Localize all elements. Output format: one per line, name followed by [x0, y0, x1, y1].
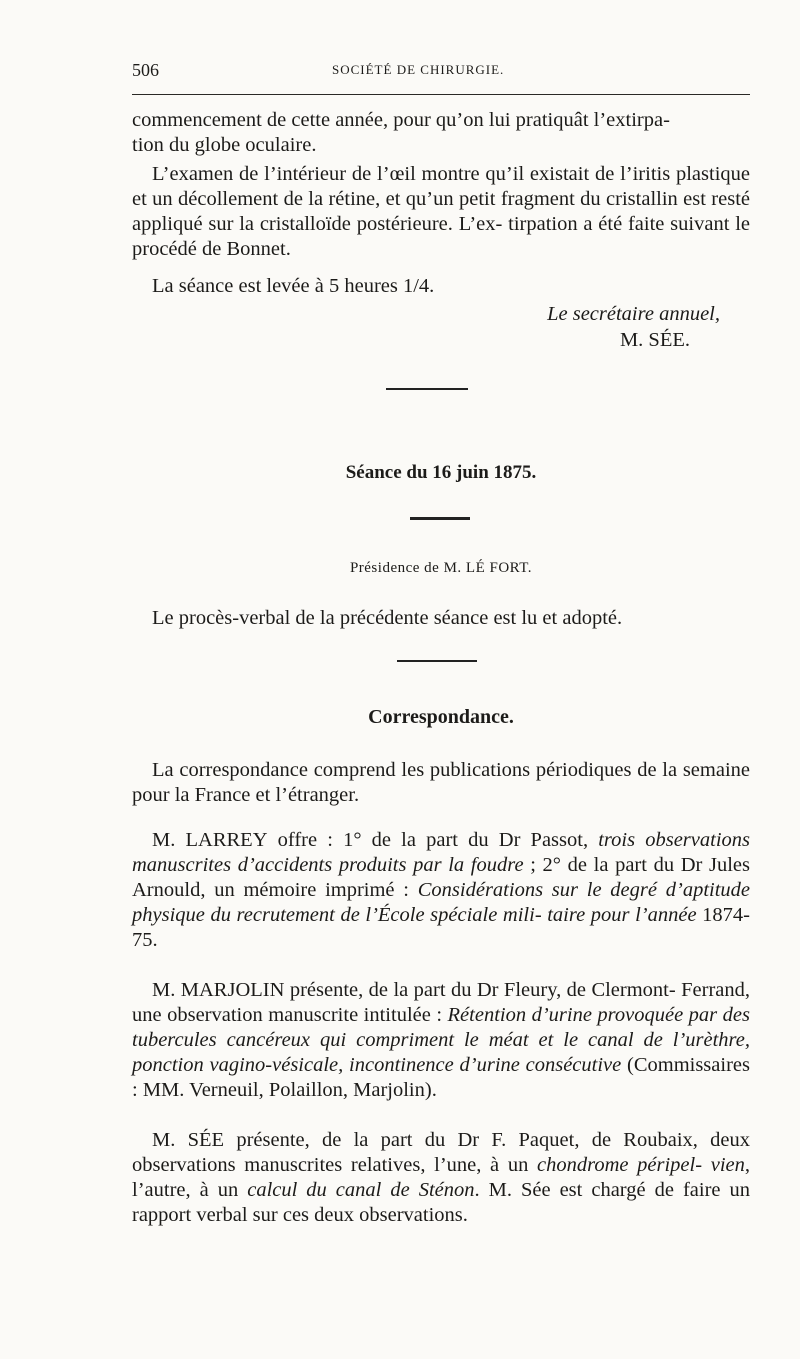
- continued-line-1: commencement de cette année, pour qu’on lui pratiquât l’extirpa-: [132, 109, 670, 131]
- marjolin-italic-1: Rétention d’urine provoquée par des tubercules cancéreux qui compriment le méat et le canal de l’urèthre, ponction vagino-vésicale, incontinence d’urine consécutive: [132, 1004, 750, 1076]
- eye-exam-paragraph: L’examen de l’intérieur de l’œil montre qu’il existait de l’iritis plastique et un décollement de la rétine, et qu’un petit fragment du cristallin est resté appliqué sur la cristalloïde postérieure. L’ex- tirpation a été faite suivant le procédé de Bonnet.: [132, 163, 750, 260]
- presidence-prefix: Présidence de M.: [349, 560, 462, 576]
- larrey-paragraph: [132, 828, 750, 953]
- see-text-3: . M. Sée est chargé de faire un rapport verbal sur ces deux observations.: [132, 1179, 750, 1226]
- session-title: Séance du 16 juin 1875.: [345, 462, 537, 483]
- section-divider-1: [386, 388, 468, 390]
- secretary-name: M. SÉE.: [619, 329, 690, 351]
- correspondance-title: Correspondance.: [368, 706, 514, 728]
- header-rule: [132, 94, 750, 95]
- continued-paragraph: [132, 108, 750, 158]
- page-header: [132, 60, 750, 86]
- see-name: M. SÉE: [152, 1129, 225, 1151]
- continued-line-2: tion du globe oculaire.: [132, 134, 317, 156]
- running-title: SOCIÉTÉ DE CHIRURGIE.: [332, 62, 505, 77]
- larrey-text-2: ; 2° de la part du Dr Jules Arnould, un mémoire imprimé :: [132, 854, 750, 901]
- page-number: 506: [132, 60, 159, 80]
- see-text-2: , l’autre, à un: [132, 1154, 750, 1201]
- correspondance-intro: La correspondance comprend les publications périodiques de la semaine pour la France et l’étranger.: [132, 759, 750, 806]
- larrey-text-1: offre : 1° de la part du Dr Passot,: [267, 829, 599, 851]
- marjolin-text-1: présente, de la part du Dr Fleury, de Clermont- Ferrand, une observation manuscrite intitulée :: [132, 979, 750, 1026]
- closing-line: La séance est levée à 5 heures 1/4.: [152, 275, 435, 297]
- marjolin-paragraph: [132, 978, 750, 1103]
- presidence-name: LÉ FORT.: [465, 560, 533, 576]
- see-text-1: présente, de la part du Dr F. Paquet, de Roubaix, deux observations manuscrites relatives, l’une, à un: [132, 1129, 750, 1176]
- presidence-line: [132, 560, 750, 577]
- larrey-name: M. LARREY: [152, 829, 268, 851]
- see-paragraph: [132, 1128, 750, 1228]
- marjolin-text-2: (Commissaires : MM. Verneuil, Polaillon, Marjolin).: [132, 1054, 750, 1101]
- see-italic-2: calcul du canal de Sténon: [247, 1179, 475, 1201]
- marjolin-name: M. MARJOLIN: [152, 979, 285, 1001]
- minutes-paragraph: Le procès-verbal de la précédente séance est lu et adopté.: [152, 607, 623, 629]
- see-italic-1: chondrome péripel- vien: [537, 1154, 745, 1176]
- larrey-italic-2: Considérations sur le degré d’aptitude physique du recrutement de l’École spéciale mili- taire pour l’année: [132, 879, 751, 926]
- section-divider-3: [397, 660, 477, 662]
- secretary-title: Le secrétaire annuel,: [547, 303, 720, 325]
- larrey-text-3: 1874-75.: [132, 904, 750, 951]
- section-divider-2: [410, 517, 470, 520]
- larrey-italic-1: trois observations manuscrites d’accidents produits par la foudre: [132, 829, 750, 876]
